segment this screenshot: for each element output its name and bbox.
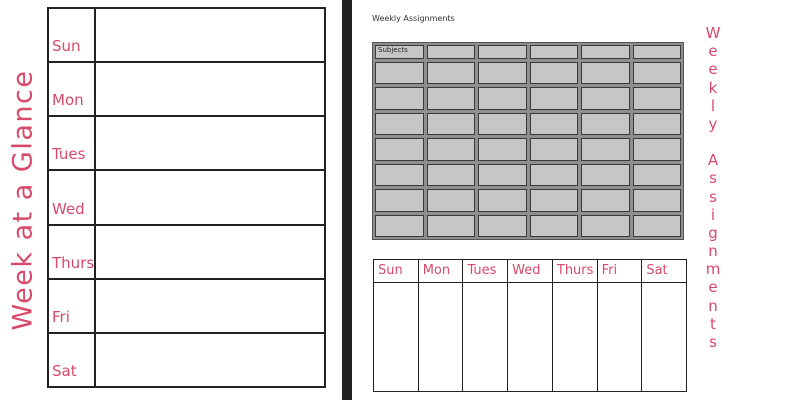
subject-grid-cell[interactable] [427,113,476,135]
subject-grid-cell[interactable] [478,189,527,211]
subject-grid-cell[interactable] [375,62,424,84]
subject-grid-cell[interactable] [375,164,424,186]
subject-grid-cell[interactable] [633,45,682,59]
subject-grid-cell[interactable] [530,87,579,109]
vertical-title-letter: s [709,169,717,188]
glance-day-cell [49,63,96,115]
vertical-title-letter: n [708,296,718,315]
subject-grid-cell[interactable] [478,87,527,109]
subject-grid-cell[interactable] [478,62,527,84]
weekly-day-header: Tues [463,260,507,283]
vertical-title-letter: m [705,260,721,279]
glance-day-cell [49,226,96,278]
subject-grid-cell[interactable] [633,189,682,211]
glance-row [49,63,324,117]
glance-entry-cell[interactable] [96,117,324,169]
glance-entry-cell[interactable] [96,226,324,278]
glance-entry-cell[interactable] [96,280,324,332]
subject-grid-cell[interactable] [427,164,476,186]
glance-row [49,226,324,280]
subject-grid-cell[interactable] [375,87,424,109]
subject-grid-cell[interactable] [478,138,527,160]
subject-grid-cell[interactable] [427,87,476,109]
subject-grid-cell[interactable] [427,45,476,59]
subject-grid-cell[interactable] [581,87,630,109]
vertical-title-letter: t [710,314,716,333]
weekly-days-table [373,259,687,392]
subject-grid-cell[interactable] [478,215,527,237]
subject-grid-cell[interactable] [581,113,630,135]
subject-grid-cell[interactable] [530,215,579,237]
vertical-title-letter: i [710,205,716,224]
weekly-day-column [374,260,419,391]
weekly-day-header: Thurs [553,260,597,283]
subjects-grid [372,42,684,240]
glance-day-cell [49,334,96,386]
glance-row [49,334,324,386]
weekly-day-column [419,260,464,391]
glance-row [49,280,324,334]
glance-entry-cell[interactable] [96,334,324,386]
glance-day-label: Tues [52,145,86,164]
subject-grid-cell[interactable] [530,45,579,59]
subject-grid-cell[interactable] [581,215,630,237]
subject-grid-cell[interactable] [633,215,682,237]
weekly-day-entry[interactable] [419,283,463,391]
weekly-assignments-vertical-title [699,24,727,351]
subject-grid-cell[interactable] [530,164,579,186]
subject-grid-cell[interactable] [478,164,527,186]
vertical-title-letter: l [710,96,716,115]
glance-row [49,9,324,63]
subject-grid-cell[interactable] [633,138,682,160]
weekly-day-column [463,260,508,391]
subject-grid-cell[interactable] [427,215,476,237]
subject-grid-cell[interactable] [581,138,630,160]
weekly-day-entry[interactable] [463,283,507,391]
subject-grid-cell[interactable] [375,189,424,211]
subject-grid-cell[interactable] [427,189,476,211]
vertical-title-letter: e [708,42,718,61]
subject-grid-cell[interactable] [375,113,424,135]
weekly-assignments-heading: Weekly Assignments [372,14,455,23]
vertical-title-letter: A [707,151,719,170]
weekly-day-header: Fri [598,260,642,283]
glance-day-label: Wed [52,199,85,218]
weekly-day-header: Wed [508,260,552,283]
vertical-title-letter: n [708,242,718,261]
glance-day-label: Mon [52,91,84,110]
glance-day-cell [49,9,96,61]
subject-grid-cell[interactable] [478,45,527,59]
glance-entry-cell[interactable] [96,63,324,115]
vertical-title-letter: e [708,60,718,79]
subject-grid-cell[interactable] [581,189,630,211]
glance-entry-cell[interactable] [96,171,324,223]
weekly-day-column [642,260,686,391]
vertical-title-letter: s [709,187,717,206]
weekly-day-entry[interactable] [508,283,552,391]
weekly-day-header: Sun [374,260,418,283]
weekly-day-column [598,260,643,391]
vertical-title-letter: e [708,278,718,297]
vertical-title-letter: g [708,223,718,242]
weekly-day-column [553,260,598,391]
glance-day-cell [49,117,96,169]
week-at-a-glance-title: Week at a Glance [7,69,39,331]
subject-grid-cell[interactable] [427,62,476,84]
glance-row [49,171,324,225]
subject-grid-cell[interactable] [375,138,424,160]
subjects-label: Subjects [378,46,408,54]
weekly-day-entry[interactable] [642,283,686,391]
weekly-day-header: Mon [419,260,463,283]
subject-grid-cell[interactable] [633,62,682,84]
glance-entry-cell[interactable] [96,9,324,61]
week-at-a-glance-table [47,7,326,388]
subject-grid-cell[interactable] [375,215,424,237]
glance-day-cell [49,171,96,223]
vertical-title-letter: y [708,114,718,133]
subject-grid-cell[interactable] [530,113,579,135]
subject-grid-cell[interactable] [427,138,476,160]
vertical-title-letter: k [708,78,718,97]
weekly-day-column [508,260,553,391]
glance-day-label: Thurs [52,253,95,272]
weekly-day-header: Sat [642,260,686,283]
subject-grid-cell[interactable] [478,113,527,135]
weekly-day-entry[interactable] [553,283,597,391]
subject-grid-cell[interactable] [633,164,682,186]
subject-grid-cell[interactable] [633,87,682,109]
glance-day-label: Sun [52,37,81,56]
glance-row [49,117,324,171]
subjects-header-cell[interactable] [375,45,424,59]
glance-day-label: Sat [52,361,77,380]
subject-grid-cell[interactable] [581,164,630,186]
glance-day-label: Fri [52,307,70,326]
weekly-day-entry[interactable] [374,283,418,391]
vertical-title-letter: s [709,333,717,351]
subject-grid-cell[interactable] [530,138,579,160]
subject-grid-cell[interactable] [530,189,579,211]
page-divider [342,0,352,400]
subject-grid-cell[interactable] [633,113,682,135]
subject-grid-cell[interactable] [581,45,630,59]
glance-day-cell [49,280,96,332]
vertical-title-letter: W [705,24,721,42]
subject-grid-cell[interactable] [530,62,579,84]
weekly-day-entry[interactable] [598,283,642,391]
subject-grid-cell[interactable] [581,62,630,84]
